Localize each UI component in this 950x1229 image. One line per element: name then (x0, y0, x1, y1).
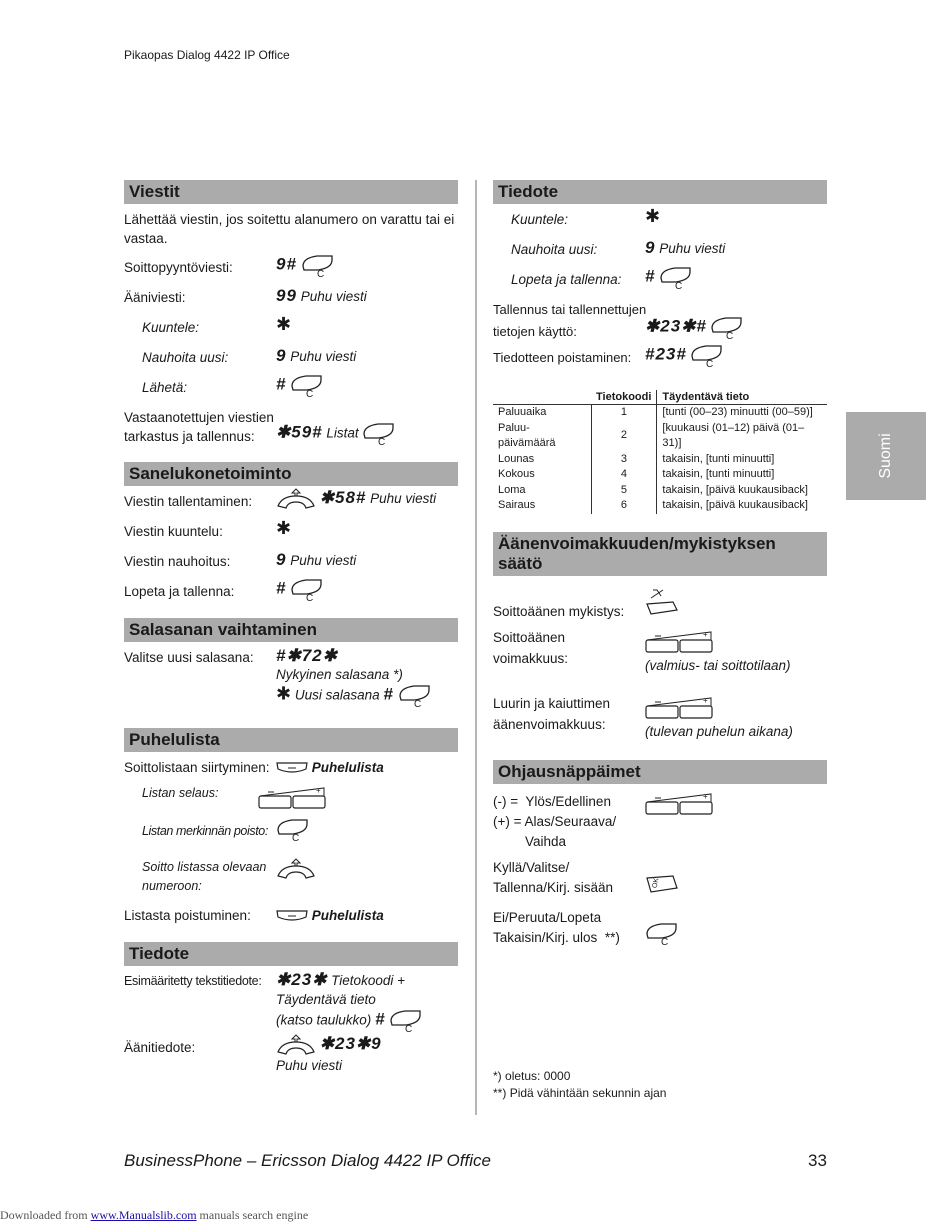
manualslib-link[interactable]: www.Manualslib.com (90, 1208, 197, 1222)
label: Viestin nauhoitus: (124, 554, 231, 569)
table-cell: Kokous (498, 468, 535, 480)
table-cell: 1 (591, 405, 657, 421)
row-esim (124, 972, 458, 1038)
volume-keys-icon (645, 694, 713, 720)
row-r-tallennus (493, 300, 827, 348)
table-cell: 5 (591, 483, 657, 499)
handset-icon (276, 488, 316, 510)
clear-key-icon (389, 1009, 423, 1033)
label-line1: Soitto listassa olevaan (142, 860, 267, 874)
clear-key-icon (290, 374, 324, 398)
label-line1: Tallennus tai tallennettujen (493, 302, 647, 317)
key-sequence: #23# (645, 344, 687, 364)
row-soittopyynto (124, 254, 458, 288)
handset-icon (276, 858, 316, 880)
instruction: Puhu viesti (659, 241, 726, 256)
description: Vaihda (525, 833, 567, 849)
page-number: 33 (808, 1151, 827, 1170)
clear-key-icon (710, 316, 744, 340)
table-cell: Sairaus (498, 499, 536, 511)
handset-icon (276, 1034, 316, 1056)
instruction: Puhu viesti (300, 289, 367, 304)
row-poisto (124, 822, 458, 858)
table-header-cell (493, 390, 591, 405)
row-poistuminen (124, 906, 458, 942)
table-row (493, 405, 827, 421)
svg-text:C: C (661, 936, 669, 946)
svg-text:+: + (703, 695, 708, 705)
label-line2: Tallenna/Kirj. sisään (493, 879, 614, 895)
table-cell: 2 (591, 421, 657, 452)
label: Listan selaus: (142, 786, 219, 800)
label-line2: Takaisin/Kirj. ulos (493, 929, 598, 945)
svg-text:C: C (726, 331, 734, 340)
table-cell: takaisin, [päivä kuukausiback] (662, 499, 808, 511)
language-tab-label: Suomi (877, 433, 894, 479)
label: Lähetä: (142, 380, 188, 395)
footnote-mark: **) (604, 929, 620, 945)
table-row (493, 467, 827, 483)
row-lopeta (124, 578, 458, 618)
instruction: (tulevan puhelun aikana) (645, 723, 793, 739)
download-suffix: manuals search engine (199, 1208, 309, 1222)
ok-key-icon (645, 872, 679, 896)
volume-keys-icon (645, 790, 713, 816)
label: Lopeta ja tallenna: (124, 584, 235, 599)
clear-key-icon (659, 266, 693, 290)
row-luuri (493, 694, 827, 760)
svg-text:C: C (306, 389, 314, 398)
table-cell: takaisin, [päivä kuukausiback] (662, 483, 808, 496)
left-column (124, 180, 458, 1082)
label: Viestin kuuntelu: (124, 524, 223, 539)
volume-keys-icon (645, 628, 713, 654)
softkey-icon (276, 761, 308, 775)
label-line2: voimakkuus: (493, 650, 569, 666)
key-sequence: ✱58# (319, 488, 367, 507)
softkey-icon (276, 909, 308, 923)
svg-text:C: C (316, 269, 324, 278)
row-voimakkuus (493, 628, 827, 690)
section-title-sanelu: Sanelukonetoiminto (124, 462, 458, 486)
svg-text:C: C (378, 437, 386, 446)
label-line1: Kyllä/Valitse/ (493, 859, 570, 875)
footnote-mark: **) (493, 1086, 507, 1100)
label: Tiedotteen poistaminen: (493, 350, 632, 365)
code-table (493, 390, 827, 514)
instruction: Puhu viesti (276, 1058, 343, 1074)
label: Kuuntele: (142, 320, 200, 335)
instruction: Puhu viesti (290, 349, 357, 364)
key-sequence: 9 (276, 346, 287, 365)
label: Valitse uusi salasana: (124, 650, 254, 665)
clear-key-icon (645, 922, 679, 946)
row-tallentaminen (124, 488, 458, 522)
footer-title: BusinessPhone – Ericsson Dialog 4422 IP Office (124, 1151, 491, 1170)
table-row (493, 483, 827, 499)
footnote-text: oletus: 0000 (505, 1069, 571, 1083)
label: Soittolistaan siirtyminen: (124, 760, 270, 775)
table-header-row (493, 390, 827, 405)
instruction: Uusi salasana (294, 687, 380, 703)
label: (-) = (493, 793, 519, 809)
table-row (493, 452, 827, 468)
row-aaniviesti (124, 288, 458, 318)
footnote-mark: *) (393, 667, 403, 682)
table-cell: Loma (498, 483, 526, 496)
table-row (493, 498, 827, 514)
label: Kuuntele: (511, 212, 569, 227)
row-kylla (493, 858, 827, 908)
svg-text:C: C (292, 833, 300, 842)
key-sequence: ✱ (276, 314, 292, 334)
clear-key-icon (362, 422, 396, 446)
label: Lopeta ja tallenna: (511, 272, 622, 287)
key-sequence: ✱ (276, 683, 292, 704)
svg-text:C: C (706, 359, 714, 368)
section-title-tiedote-right: Tiedote (493, 180, 827, 204)
table-header-cell: Tietokoodi (591, 390, 657, 405)
svg-text:C: C (405, 1024, 413, 1033)
clear-key-icon (301, 254, 335, 278)
language-side-tab (846, 412, 926, 500)
label-line2: äänenvoimakkuus: (493, 716, 606, 732)
table-cell: 6 (591, 498, 657, 514)
row-selaus (124, 784, 458, 822)
row-ei (493, 908, 827, 954)
footnote-mark: *) (493, 1069, 502, 1083)
column-divider (475, 180, 477, 1115)
viestit-intro: Lähettää viestin, jos soitettu alanumero on varattu tai ei vastaa. (124, 212, 455, 246)
label: Esimääritetty tekstitiedote: (124, 974, 262, 988)
instruction: (valmius- tai soittotilaan) (645, 657, 791, 673)
instruction: Listat (326, 425, 359, 441)
section-title-salasana: Salasanan vaihtaminen (124, 618, 458, 642)
key-sequence: #✱72✱ (276, 646, 338, 665)
label: Listan merkinnän poisto: (142, 824, 268, 838)
svg-text:+: + (703, 791, 708, 801)
download-banner (0, 1208, 308, 1223)
row-laheta (124, 374, 458, 408)
key-sequence: # (375, 1009, 386, 1029)
label-line2: tarkastus ja tallennus: (124, 429, 255, 444)
row-r-kuuntele (493, 206, 827, 240)
label: Äänitiedote: (124, 1040, 196, 1055)
label: (+) = (493, 813, 522, 829)
footnote-text: Pidä vähintään sekunnin ajan (509, 1086, 667, 1100)
row-mykistys (493, 588, 827, 628)
download-prefix: Downloaded from (0, 1208, 88, 1222)
table-cell: [tunti (00–23) minuutti (00–59)] (662, 406, 813, 418)
row-vastaanotettu (124, 408, 458, 458)
label-line1: Luurin ja kaiuttimen (493, 695, 611, 711)
key-sequence: 9 (645, 238, 656, 257)
row-kuuntelu (124, 518, 458, 552)
label: Viestin tallentaminen: (124, 494, 253, 509)
key-sequence: # (645, 266, 656, 286)
mute-key-icon (645, 588, 679, 618)
label: Listasta poistuminen: (124, 908, 251, 923)
table-cell: 3 (591, 452, 657, 468)
label-line1: Soittoäänen (493, 629, 566, 645)
row-aanitiedote (124, 1034, 458, 1082)
section-title-aanenvoimakkuus: Äänenvoimakkuuden/mykistyksen säätö (493, 532, 827, 576)
instruction: Puhu viesti (370, 491, 437, 506)
section-title-viestit: Viestit (124, 180, 458, 204)
label: Soittopyyntöviesti: (124, 260, 233, 275)
key-sequence: # (276, 374, 287, 394)
key-sequence: 9# (276, 254, 297, 274)
instruction: Tietokoodi + (331, 973, 405, 988)
description: Ylös/Edellinen (525, 793, 611, 809)
table-cell: 4 (591, 467, 657, 483)
footnotes (493, 1068, 666, 1102)
table-header-cell: Täydentävä tieto (657, 390, 827, 405)
label: Nauhoita uusi: (142, 350, 229, 365)
key-sequence: ✱ (276, 518, 292, 538)
instruction: Puhelulista (311, 760, 384, 775)
key-sequence: ✱59# (276, 422, 323, 442)
label-line1: Ei/Peruuta/Lopeta (493, 909, 602, 925)
clear-key-icon (276, 818, 310, 842)
label: Nauhoita uusi: (511, 242, 598, 257)
svg-text:OK: OK (651, 876, 661, 889)
instruction: Puhelulista (311, 908, 384, 923)
key-sequence: ✱23✱ (276, 970, 328, 989)
key-sequence: 99 (276, 286, 297, 305)
key-sequence: 9 (276, 550, 287, 569)
running-header: Pikaopas Dialog 4422 IP Office (124, 48, 290, 62)
clear-key-icon (398, 684, 432, 708)
section-title-ohjaus: Ohjausnäppäimet (493, 760, 827, 784)
svg-text:C: C (675, 281, 683, 290)
row-salasana (124, 648, 458, 728)
table-cell: takaisin, [tunti minuutti] (662, 452, 775, 465)
label: Ääniviesti: (124, 290, 186, 305)
svg-text:C: C (306, 593, 314, 602)
row-r-lopeta (493, 266, 827, 300)
label-line2: tietojen käyttö: (493, 324, 577, 339)
instruction: Nykyinen salasana (276, 667, 390, 682)
label-line1: Vastaanotettujen viestien (124, 410, 274, 425)
svg-text:+: + (316, 786, 321, 795)
description: Alas/Seuraava/ (524, 813, 617, 829)
svg-text:C: C (413, 699, 421, 708)
row-r-poisto (493, 344, 827, 390)
key-sequence: ✱23✱# (645, 316, 707, 336)
volume-keys-icon (258, 784, 326, 810)
row-ohjaus-nuolet (493, 792, 827, 858)
clear-key-icon (290, 578, 324, 602)
instruction: Täydentävä tieto (276, 992, 376, 1007)
instruction: Puhu viesti (290, 553, 357, 568)
row-soitto (124, 858, 458, 906)
table-cell: Paluuaika (498, 406, 547, 418)
clear-key-icon (690, 344, 724, 368)
table-cell: [kuukausi (01–12) päivä (01–31)] (662, 421, 805, 449)
key-sequence: ✱23✱9 (319, 1034, 382, 1053)
key-sequence: ✱ (645, 206, 661, 226)
right-column (493, 180, 827, 954)
table-cell: takaisin, [tunti minuutti] (662, 468, 775, 480)
table-cell: Paluu-päivämäärä (498, 421, 556, 449)
row-kuuntele (124, 314, 458, 348)
svg-text:+: + (703, 629, 708, 639)
section-title-puhelulista: Puhelulista (124, 728, 458, 752)
key-sequence: # (383, 684, 394, 704)
table-row (493, 421, 827, 452)
section-title-tiedote-left: Tiedote (124, 942, 458, 966)
label: Soittoäänen mykistys: (493, 603, 625, 619)
label-line2: numeroon: (142, 879, 202, 893)
key-sequence: # (276, 578, 287, 598)
row-siirtyminen (124, 758, 458, 784)
instruction: (katso taulukko) (276, 1012, 372, 1028)
table-cell: Lounas (498, 452, 535, 465)
